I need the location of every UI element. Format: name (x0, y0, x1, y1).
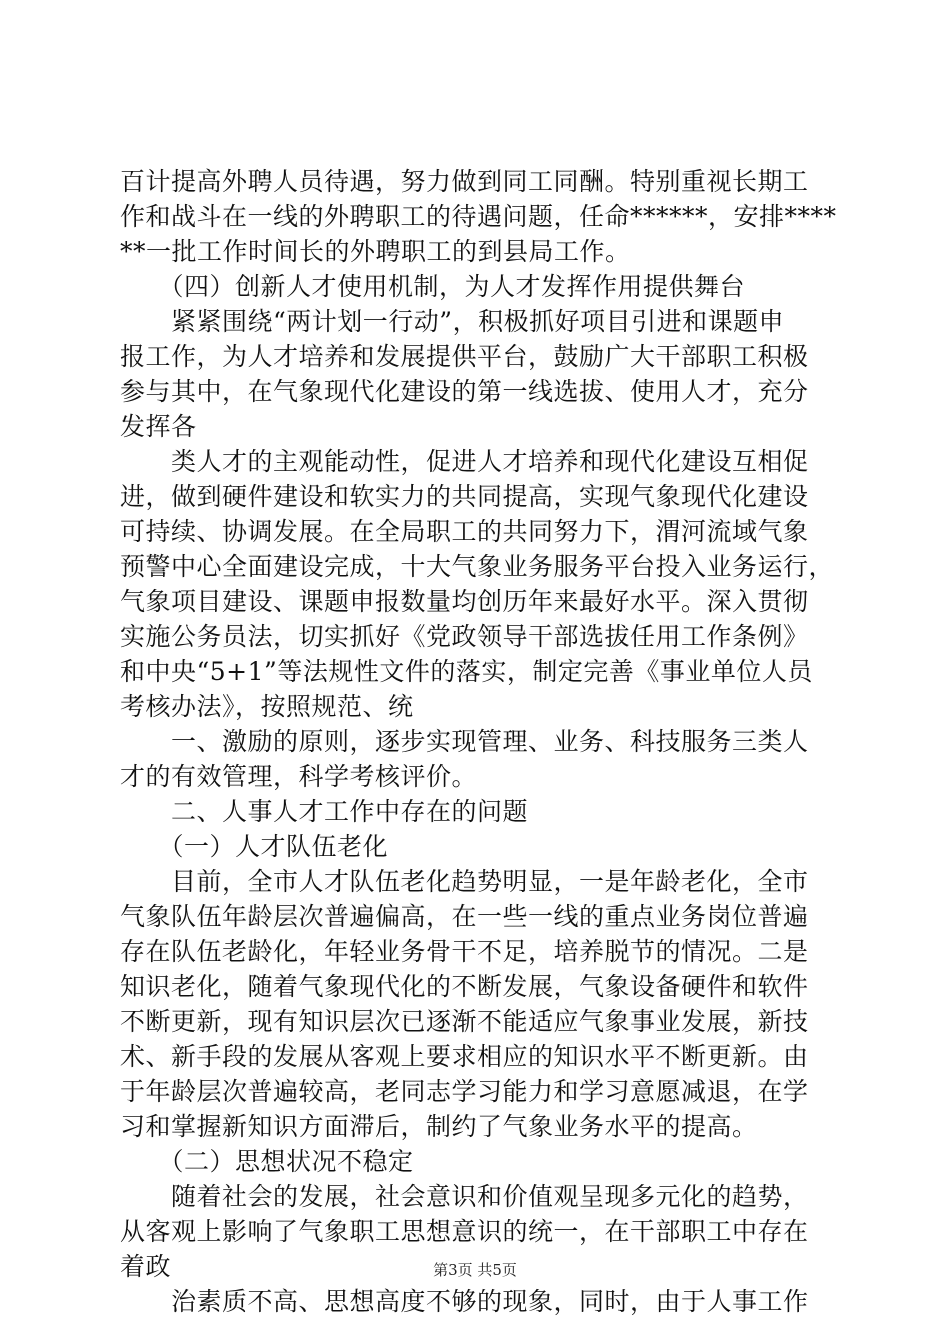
page-footer: 第3页 共5页 (433, 1261, 517, 1279)
text-line: 紧紧围绕“两计划一行动”，积极抓好项目引进和课题申 (120, 307, 785, 336)
text-line: 可持续、协调发展。在全局职工的共同努力下，渭河流域气象 (120, 517, 809, 546)
text-line: 预警中心全面建设完成，十大气象业务服务平台投入业务运行， (120, 552, 835, 581)
text-line: 和中央“5+1”等法规性文件的落实，制定完善《事业单位人员 (120, 657, 813, 686)
text-line: 习和掌握新知识方面滞后，制约了气象业务水平的提高。 (120, 1112, 758, 1141)
text-line: 知识老化，随着气象现代化的不断发展，气象设备硬件和软件 (120, 972, 809, 1001)
section-heading: （一）人才队伍老化 (120, 832, 389, 861)
text-line: 目前，全市人才队伍老化趋势明显，一是年龄老化，全市 (120, 867, 809, 896)
text-line: 类人才的主观能动性，促进人才培养和现代化建设互相促 (120, 447, 809, 476)
text-line: 进，做到硬件建设和软实力的共同提高，实现气象现代化建设 (120, 482, 809, 511)
text-line: 术、新手段的发展从客观上要求相应的知识水平不断更新。由 (120, 1042, 809, 1071)
section-heading: 二、人事人才工作中存在的问题 (120, 797, 529, 826)
text-line: 考核办法》，按照规范、统 (120, 692, 414, 721)
text-line: 着政 (120, 1252, 172, 1281)
text-line: 报工作，为人才培养和发展提供平台，鼓励广大干部职工积极 (120, 342, 809, 371)
text-line: 气象队伍年龄层次普遍偏高，在一些一线的重点业务岗位普遍 (120, 902, 809, 931)
text-line: 从客观上影响了气象职工思想意识的统一，在干部职工中存在 (120, 1217, 809, 1246)
text-line: 气象项目建设、课题申报数量均创历年来最好水平。深入贯彻 (120, 587, 809, 616)
text-line: 一、激励的原则，逐步实现管理、业务、科技服务三类人 (120, 727, 809, 756)
text-line: 于年龄层次普遍较高，老同志学习能力和学习意愿减退，在学 (120, 1077, 809, 1106)
text-line: 实施公务员法，切实抓好《党政领导干部选拔任用工作条例》 (120, 622, 809, 651)
text-line: **一批工作时间长的外聘职工的到县局工作。 (120, 237, 631, 266)
text-line: 随着社会的发展，社会意识和价值观呈现多元化的趋势， (120, 1182, 809, 1211)
text-line: 发挥各 (120, 412, 197, 441)
text-line: 参与其中，在气象现代化建设的第一线选拔、使用人才，充分 (120, 377, 809, 406)
text-line: 才的有效管理，科学考核评价。 (120, 762, 478, 791)
text-line: 治素质不高、思想高度不够的现象，同时，由于人事工作 (120, 1287, 809, 1316)
text-line: 作和战斗在一线的外聘职工的待遇问题，任命******，安排**** (120, 202, 837, 231)
text-line: 不断更新，现有知识层次已逐渐不能适应气象事业发展，新技 (120, 1007, 809, 1036)
text-line: 存在队伍老龄化，年轻业务骨干不足，培养脱节的情况。二是 (120, 937, 809, 966)
document-body (120, 164, 837, 1319)
section-heading: （四）创新人才使用机制，为人才发挥作用提供舞台 (120, 272, 746, 301)
section-heading: （二）思想状况不稳定 (120, 1147, 414, 1176)
text-line: 百计提高外聘人员待遇，努力做到同工同酬。特别重视长期工 (120, 167, 809, 196)
